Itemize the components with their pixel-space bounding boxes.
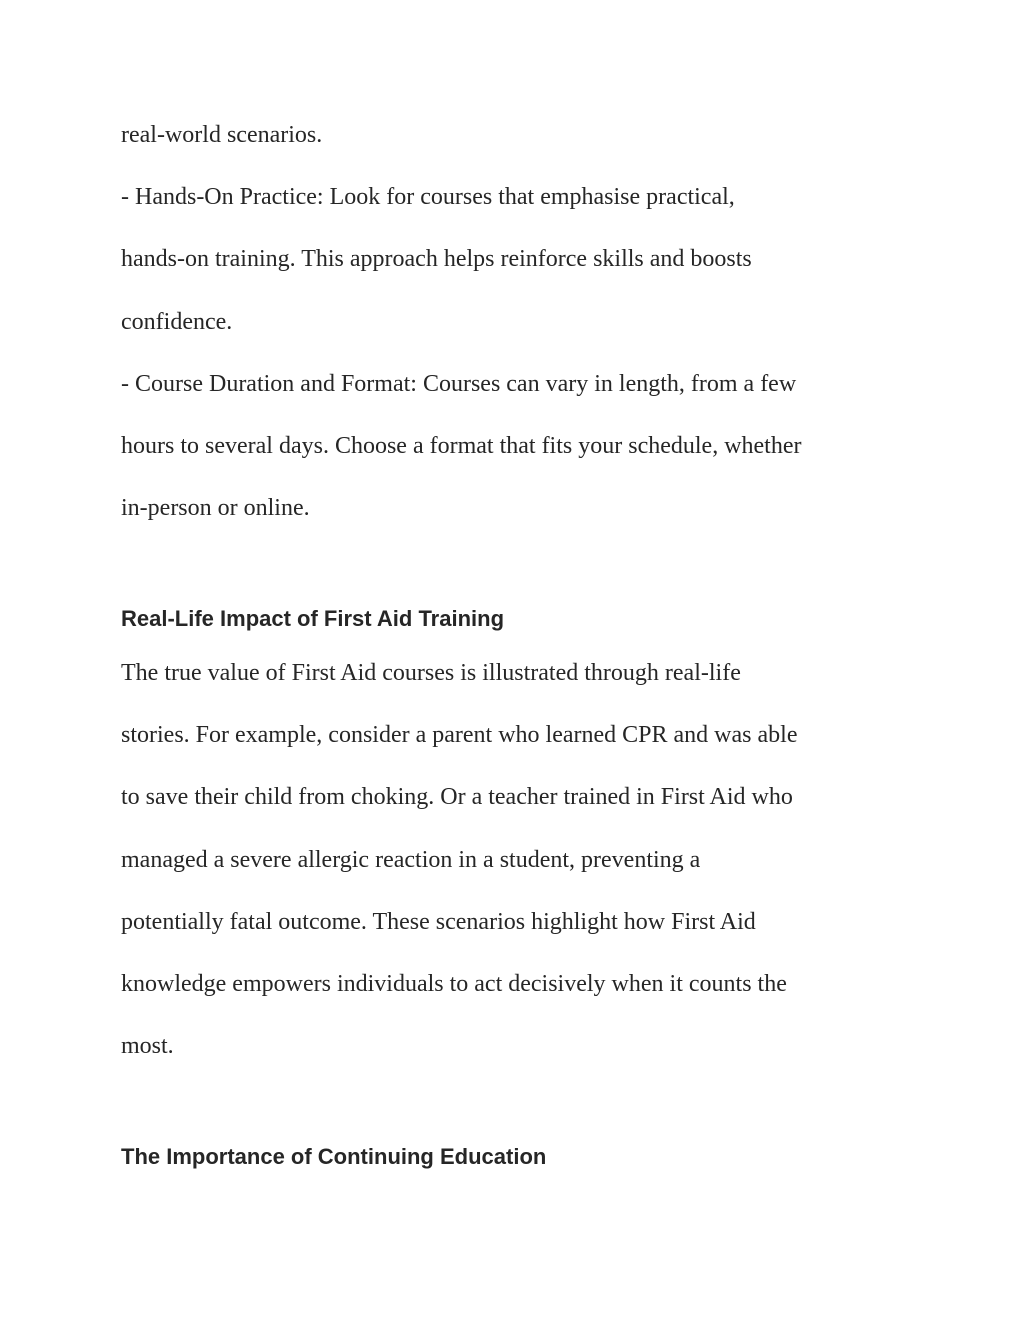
list-item-hands-on-practice: - Hands-On Practice: Look for courses that emphasise practical, — [121, 184, 735, 210]
paragraph-line: real-world scenarios. — [121, 122, 323, 148]
paragraph-line: managed a severe allergic reaction in a student, preventing a — [121, 847, 701, 873]
paragraph-line: stories. For example, consider a parent who learned CPR and was able — [121, 722, 798, 748]
paragraph-line: The true value of First Aid courses is illustrated through real-life — [121, 660, 741, 686]
paragraph-line: most. — [121, 1033, 174, 1059]
paragraph-line: potentially fatal outcome. These scenarios highlight how First Aid — [121, 909, 756, 935]
paragraph-line: in-person or online. — [121, 495, 310, 521]
paragraph-line: knowledge empowers individuals to act decisively when it counts the — [121, 971, 787, 997]
paragraph-line: to save their child from choking. Or a teacher trained in First Aid who — [121, 784, 793, 810]
paragraph-line: hours to several days. Choose a format that fits your schedule, whether — [121, 433, 802, 459]
section-heading-continuing-education: The Importance of Continuing Education — [121, 1144, 547, 1169]
section-heading-real-life-impact: Real-Life Impact of First Aid Training — [121, 606, 505, 631]
paragraph-line: confidence. — [121, 309, 233, 335]
list-item-course-duration: - Course Duration and Format: Courses can vary in length, from a few — [121, 371, 797, 397]
paragraph-line: hands-on training. This approach helps reinforce skills and boosts — [121, 246, 752, 272]
